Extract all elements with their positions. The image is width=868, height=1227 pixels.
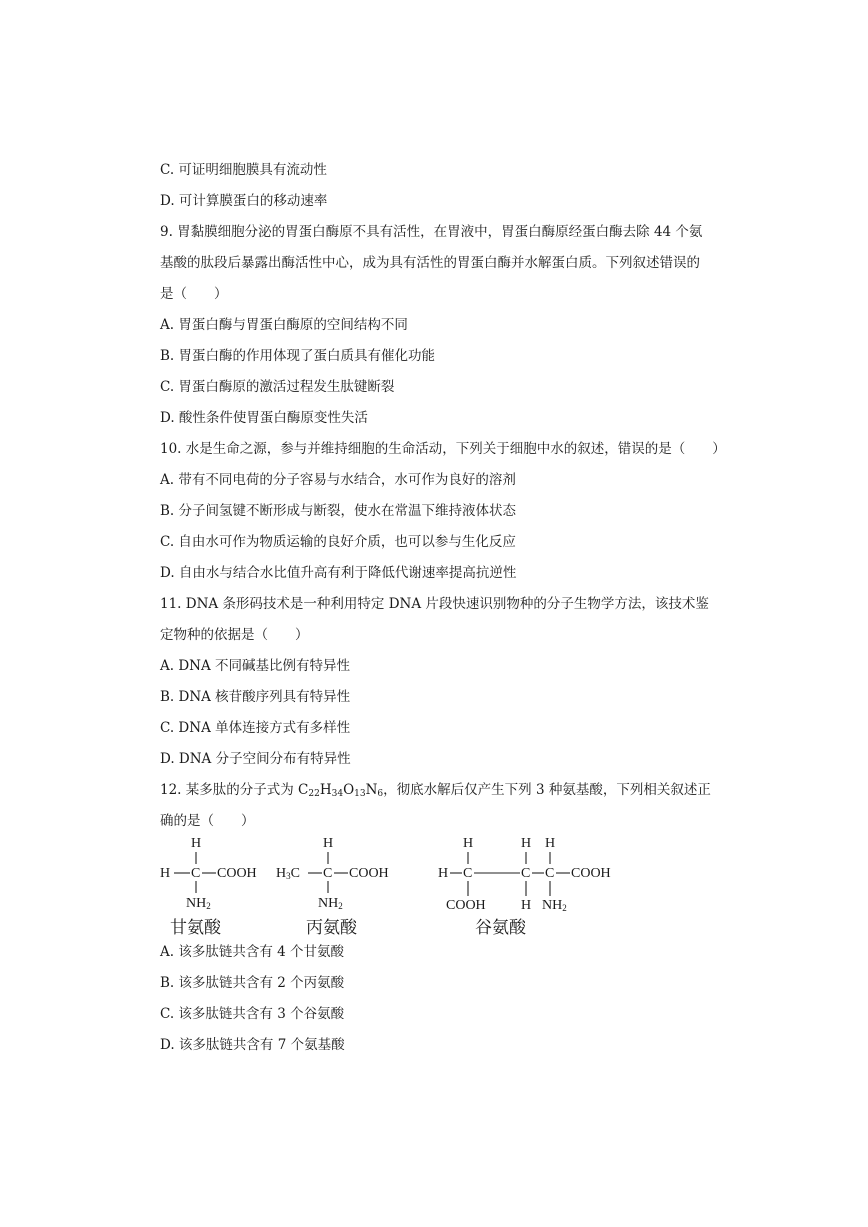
question-12-option-c: C. 该多肽链共含有 3 个谷氨酸: [160, 1006, 345, 1022]
gly-top-h: H: [191, 836, 202, 851]
glu-bottom-h: H: [521, 898, 532, 913]
question-10-stem: 10. 水是生命之源，参与并维持细胞的生命活动，下列关于细胞中水的叙述，错误的是（ ）: [160, 441, 726, 457]
option-c-prev: C. 可证明细胞膜具有流动性: [160, 162, 327, 178]
ala-ch3: $H_3C$: [276, 866, 300, 881]
glycine-label: 甘氨酸: [170, 918, 221, 938]
question-9-line-3: 是（ ）: [160, 286, 228, 302]
question-9-option-b: B. 胃蛋白酶的作用体现了蛋白质具有催化功能: [160, 348, 436, 364]
ala-nh2: $NH_2$: [318, 896, 343, 911]
question-11-option-a: A. DNA 不同碱基比例有特异性: [160, 658, 351, 674]
question-9-option-a: A. 胃蛋白酶与胃蛋白酶原的空间结构不同: [160, 317, 408, 333]
question-11-line-2: 定物种的依据是（ ）: [160, 627, 309, 643]
alanine-label: 丙氨酸: [306, 918, 357, 938]
glu-c3: C: [545, 866, 555, 881]
glu-c1: C: [463, 866, 473, 881]
glu-top-h2: H: [521, 836, 532, 851]
question-10-option-c: C. 自由水可作为物质运输的良好介质，也可以参与生化反应: [160, 534, 516, 550]
question-12-line-1: 12. 某多肽的分子式为 $C_{22}H_{34}O_{13}N_6$，彻底水解后仅产生下列 3 种氨基酸，下列相关叙述正: [160, 782, 711, 799]
question-9-option-d: D. 酸性条件使胃蛋白酶原变性失活: [160, 410, 368, 426]
ala-cooh: COOH: [349, 866, 389, 881]
question-9-line-2: 基酸的肽段后暴露出酶活性中心，成为具有活性的胃蛋白酶并水解蛋白质。下列叙述错误的: [160, 255, 700, 271]
question-11-option-b: B. DNA 核苷酸序列具有特异性: [160, 689, 351, 705]
question-12-line-2: 确的是（ ）: [160, 813, 255, 829]
question-10-option-a: A. 带有不同电荷的分子容易与水结合，水可作为良好的溶剂: [160, 472, 516, 488]
question-10-option-b: B. 分子间氢键不断形成与断裂，使水在常温下维持液体状态: [160, 503, 517, 519]
question-11-option-c: C. DNA 单体连接方式有多样性: [160, 720, 351, 736]
question-11-option-d: D. DNA 分子空间分布有特异性: [160, 751, 351, 767]
glu-nh2: $NH_2$: [542, 898, 567, 913]
glu-cooh: COOH: [571, 866, 611, 881]
glu-top-h1: H: [463, 836, 474, 851]
question-10-option-d: D. 自由水与结合水比值升高有利于降低代谢速率提高抗逆性: [160, 565, 517, 581]
glu-side-cooh: COOH: [446, 898, 486, 913]
ala-top-h: H: [323, 836, 334, 851]
gly-cooh: COOH: [217, 866, 257, 881]
option-d-prev: D. 可计算膜蛋白的移动速率: [160, 193, 328, 209]
glu-c2: C: [521, 866, 531, 881]
gly-center-c: C: [191, 866, 201, 881]
glu-top-h3: H: [545, 836, 556, 851]
ala-center-c: C: [323, 866, 333, 881]
gly-left-h: H: [160, 866, 171, 881]
question-12-option-b: B. 该多肽链共含有 2 个丙氨酸: [160, 975, 345, 991]
question-9-option-c: C. 胃蛋白酶原的激活过程发生肽键断裂: [160, 379, 395, 395]
question-9-line-1: 9. 胃黏膜细胞分泌的胃蛋白酶原不具有活性，在胃液中，胃蛋白酶原经蛋白酶去除 44 个氨: [160, 224, 703, 240]
question-11-line-1: 11. DNA 条形码技术是一种利用特定 DNA 片段快速识别物种的分子生物学方法，该技术鉴: [160, 596, 709, 612]
question-12-option-a: A. 该多肽链共含有 4 个甘氨酸: [160, 944, 345, 960]
question-12-option-d: D. 该多肽链共含有 7 个氨基酸: [160, 1037, 345, 1053]
gly-nh2: $NH_2$: [186, 896, 211, 911]
glu-left-h: H: [438, 866, 449, 881]
glutamate-label: 谷氨酸: [475, 918, 526, 938]
